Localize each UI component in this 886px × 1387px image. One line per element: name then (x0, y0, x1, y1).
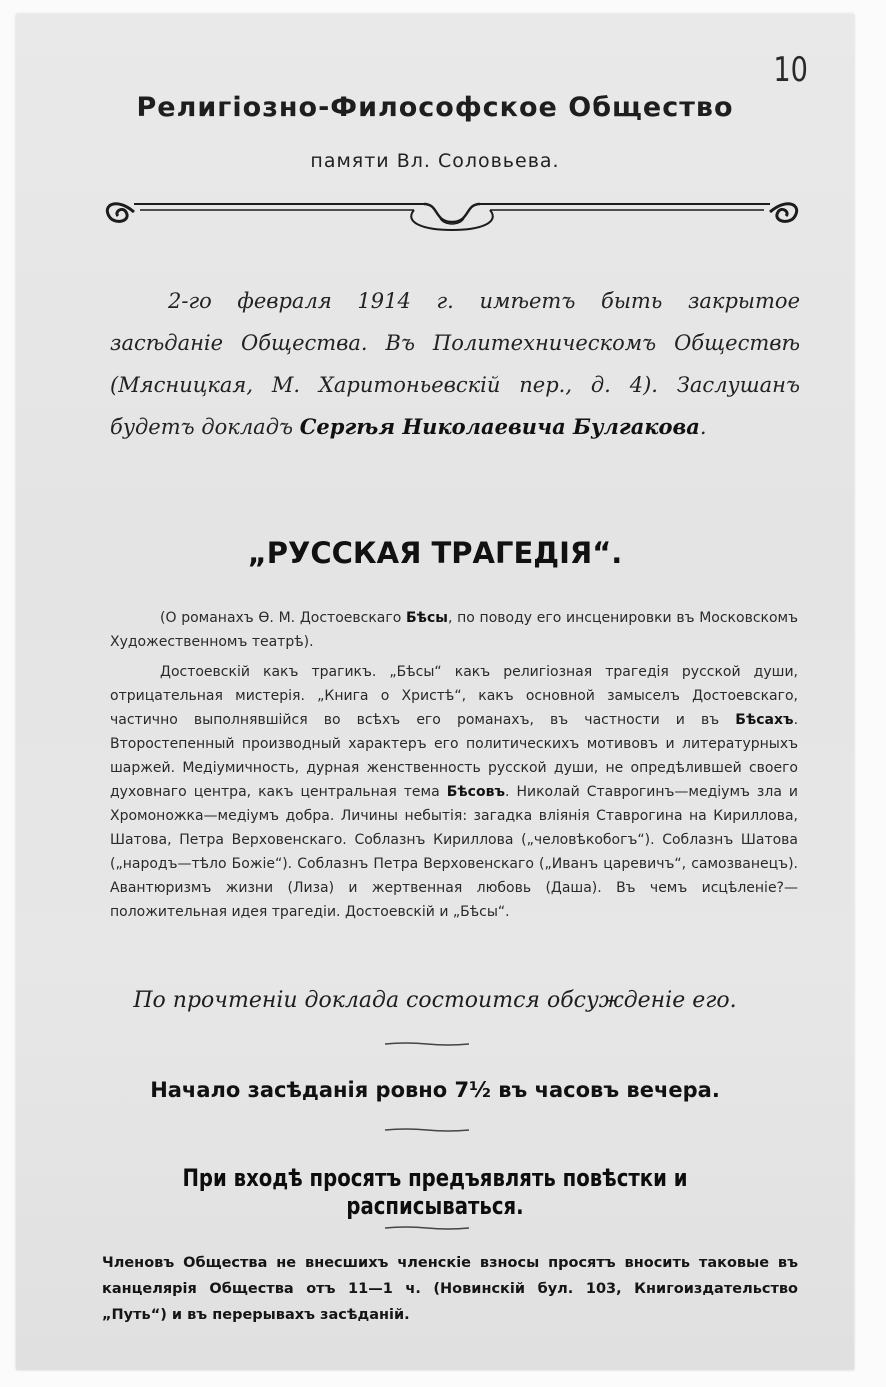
divider-rule (385, 1128, 469, 1132)
page-number: 10 (773, 50, 808, 90)
announcement-text: 2-го февраля 1914 г. имѣетъ быть закрытое засѣданіе Общества. Въ Политехническомъ Обществѣ (Мясницкая, М. Харитоньевскій пер., д. 4). Заслушанъ будетъ докладъ (110, 289, 800, 439)
society-subtitle: памяти Вл. Соловьева. (310, 150, 560, 172)
abstract-paragraph (110, 660, 798, 924)
document-sheet (16, 14, 854, 1370)
abstract-text: . Второстепенный производный характеръ его политическихъ мотивовъ и литературныхъ шаржей. Медіумичность, дурная женственность русской души, не опредѣлившей своего духовнаго центра, какъ центральная тема (110, 712, 799, 800)
ornament-divider (104, 190, 800, 234)
speaker-name: Сергѣя Николаевича Булгакова (299, 414, 700, 439)
divider-rule (385, 1226, 469, 1230)
abstract-text: , по поводу его инсценировки въ Московскомъ Художественномъ театрѣ). (110, 610, 798, 650)
meeting-announcement (110, 280, 800, 448)
fees-notice: Членовъ Общества не внесшихъ членскіе взносы просятъ вносить таковые въ канцелярія Общества отъ 11—1 ч. (Новинскій бул. 103, Книгоиздательство „Путь“) и въ перерывахъ засѣданій. (102, 1255, 798, 1323)
society-title: Религіозно-Философское Общество (136, 92, 734, 123)
abstract-bold: Бѣсы (406, 610, 448, 626)
lecture-title: „РУССКАЯ ТРАГЕДІЯ“. (247, 536, 623, 570)
announcement-end: . (699, 415, 707, 439)
abstract-text: (О романахъ Ѳ. М. Достоевскаго (160, 610, 402, 626)
discussion-note: По прочтеніи доклада состоится обсужденіе его. (133, 988, 737, 1013)
abstract-text: Достоевскій какъ трагикъ. „Бѣсы“ какъ религіозная трагедія русской души, отрицательная мистерія. „Книга о Христѣ“, какъ основной замыселъ Достоевскаго, частично выполнявшійся во всѣхъ его романахъ, въ частности и въ (110, 664, 798, 728)
abstract-bold: Бѣсахъ (735, 712, 794, 728)
entry-notice: При входѣ просятъ предъявлять повѣстки и расписываться. (182, 1164, 688, 1220)
abstract-text: . Николай Ставрогинъ—медіумъ зла и Хромоножка—медіумъ добра. Личины небытія: загадка вліянія Ставрогина на Кириллова, Шатова, Петра Верховенскаго. Соблазнъ Кириллова („человѣкобогъ“). Соблазнъ Шатова („народъ—тѣло Божіе“). Соблазнъ Петра Верховенскаго („Иванъ царевичъ“, самозванецъ). Авантюризмъ жизни (Лиза) и жертвенная любовь (Даша). Въ чемъ исцѣленіе?—положительная идея трагедіи. Достоевскій и „Бѣсы“. (110, 784, 799, 920)
lecture-abstract (110, 606, 798, 930)
start-time: Начало засѣданія ровно 7½ въ часовъ вечера. (150, 1078, 720, 1102)
abstract-paragraph (110, 606, 798, 654)
abstract-bold: Бѣсовъ (446, 784, 505, 800)
divider-rule (385, 1042, 469, 1046)
